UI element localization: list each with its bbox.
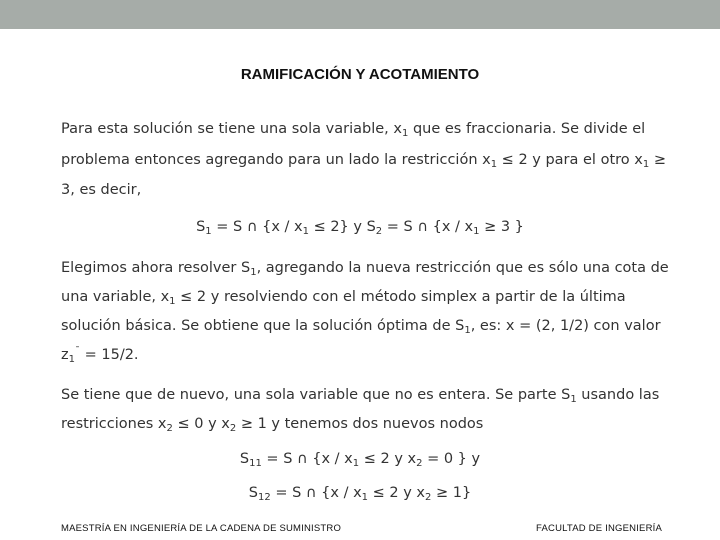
top-bar bbox=[0, 0, 720, 29]
formula-s1-s2: $S_1 = S$ ∩ $\{x / x_1 \le 2\}$ y $S_2 = S$ ∩ {$x / x_1 \ge 3$ } bbox=[196, 219, 524, 237]
slide-title: RAMIFICACIÓN Y ACOTAMIENTO bbox=[240, 66, 480, 83]
paragraph-line: restricciones $x_2 \le 0$ y $x_2 \ge 1$ y tenemos dos nuevos nodos bbox=[61, 416, 484, 434]
formula-s12: $S_{12} = S$ ∩ {$x / x_1 \le 2$ y $x_2 \ge 1$} bbox=[248, 485, 472, 503]
paragraph-line: Para esta solución se tiene una sola variable, $x_1$ que es fraccionaria. Se divide el bbox=[61, 121, 646, 139]
paragraph-line: una variable, $x_1 \le 2$ y resolviendo con el método simplex a partir de la última bbox=[61, 289, 626, 307]
paragraph-line: Se tiene que de nuevo, una sola variable que no es entera. Se parte $S_1$ usando las bbox=[61, 387, 660, 405]
paragraph-line: Elegimos ahora resolver $S_1$, agregando la nueva restricción que es sólo una cota de bbox=[61, 260, 669, 278]
footer-faculty: FACULTAD DE INGENIERÍA bbox=[536, 523, 662, 534]
footer-program: MAESTRÍA EN INGENIERÍA DE LA CADENA DE SUMINISTRO bbox=[61, 523, 342, 534]
paragraph-line: 3, es decir, bbox=[61, 182, 142, 198]
paragraph-line: $z_1^¯ = 15/2$. bbox=[61, 346, 139, 365]
paragraph-line: solución básica. Se obtiene que la solución óptima de $S_1$, es: x = (2, 1/2) con valor bbox=[61, 318, 661, 336]
paragraph-line: problema entonces agregando para un lado la restricción $x_1 \le 2$ y para el otro $x_1$ ≥ bbox=[61, 152, 666, 170]
formula-s11: $S_{11} = S$ ∩ {$x / x_1 \le 2$ y $x_2 = 0$ } y bbox=[239, 451, 481, 469]
